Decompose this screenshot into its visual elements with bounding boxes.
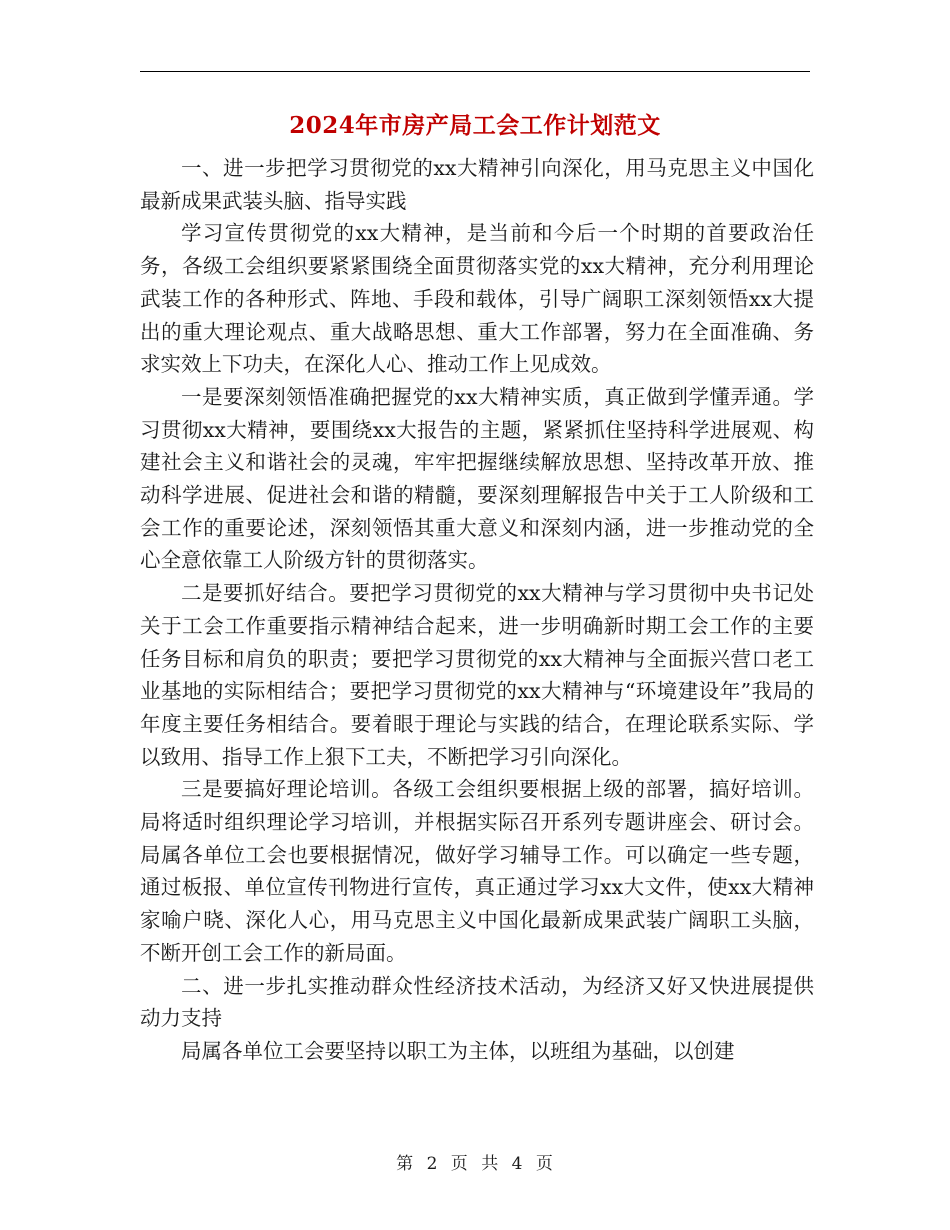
paragraph-intro: 学习宣传贯彻党的xx大精神，是当前和今后一个时期的首要政治任务，各级工会组织要紧紧围绕全面贯彻落实党的xx大精神，充分利用理论武装工作的各种形式、阵地、手段和载体，引导广阔职工深刻领悟xx大提出的重大理论观点、重大战略思想、重大工作部署，努力在全面准确、务求实效上下功夫，在深化人心、推动工作上见成效。 — [140, 221, 814, 377]
paragraph-section-1-heading: 一、进一步把学习贯彻党的xx大精神引向深化，用马克思主义中国化最新成果武装头脑、指导实践 — [140, 156, 814, 213]
document-title: 2024年市房产局工会工作计划范文 — [289, 112, 661, 139]
document-body — [140, 152, 814, 1068]
paragraph-section-2-body: 局属各单位工会要坚持以职工为主体，以班组为基础，以创建 — [181, 1038, 735, 1063]
header-rule — [140, 71, 810, 72]
paragraph-point-2: 二是要抓好结合。要把学习贯彻党的xx大精神与学习贯彻中央书记处关于工会工作重要指示精神结合起来，进一步明确新时期工会工作的主要任务目标和肩负的职责；要把学习贯彻党的xx大精神与全面振兴营口老工业基地的实际相结合；要把学习贯彻党的xx大精神与“环境建设年”我局的年度主要任务相结合。要着眼于理论与实践的结合，在理论联系实际、学以致用、指导工作上狠下工夫，不断把学习引向深化。 — [140, 581, 814, 769]
paragraph-section-2-heading: 二、进一步扎实推动群众性经济技术活动，为经济又好又快进展提供动力支持 — [140, 973, 814, 1031]
paragraph-point-1: 一是要深刻领悟准确把握党的xx大精神实质，真正做到学懂弄通。学习贯彻xx大精神，要围绕xx大报告的主题，紧紧抓住坚持科学进展观、构建社会主义和谐社会的灵魂，牢牢把握继续解放思想、坚持改革开放、推动科学进展、促进社会和谐的精髓，要深刻理解报告中关于工人阶级和工会工作的重要论述，深刻领悟其重大意义和深刻内涵，进一步推动党的全心全意依靠工人阶级方针的贯彻落实。 — [140, 384, 814, 573]
paragraph-point-3: 三是要搞好理论培训。各级工会组织要根据上级的部署，搞好培训。局将适时组织理论学习培训，并根据实际召开系列专题讲座会、研讨会。局属各单位工会也要根据情况，做好学习辅导工作。可以确定一些专题，通过板报、单位宣传刊物进行宣传，真正通过学习xx大文件，使xx大精神家喻户晓、深化人心，用马克思主义中国化最新成果武装广阔职工头脑，不断开创工会工作的新局面。 — [140, 777, 814, 965]
page-number-footer: 第 2 页 共 4 页 — [396, 1154, 554, 1174]
